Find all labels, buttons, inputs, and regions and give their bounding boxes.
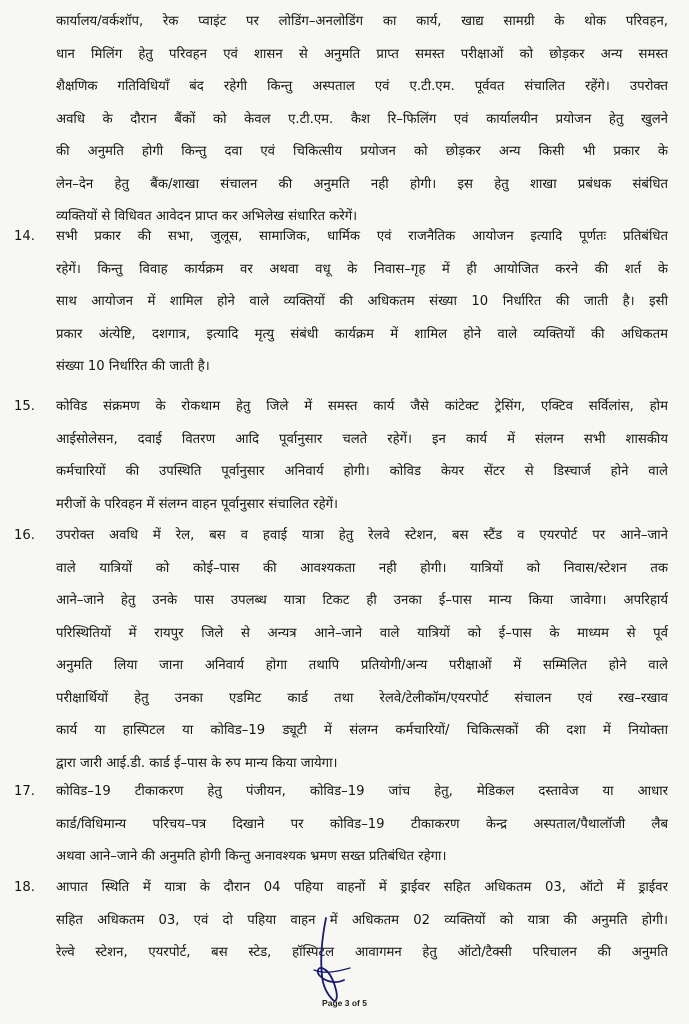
text-line: कार्ड/विधिमान्य परिचय–पत्र दिखाने पर कोविड–19 टीकाकरण केन्द्र अस्पताल/पैथालॉजी लैब [56, 816, 668, 832]
text-line: कोविड–19 टीकाकरण हेतु पंजीयन, कोविड–19 जांच हेतु, मेडिकल दस्तावेज या आधार [56, 784, 668, 799]
text-line: आने–जाने हेतु उनके पास उपलब्ध यात्रा टिकट ही उनका ई–पास मान्य किया जावेगा। अपरिहार्य [56, 593, 668, 608]
text-line: सभी प्रकार की सभा, जुलूस, सामाजिक, धार्मिक एवं राजनैतिक आयोजन इत्यादि पूर्णतः प्रतिबंधित [56, 229, 668, 244]
page-number: Page 3 of 5 [322, 998, 367, 1008]
text-line: कोविड संक्रमण के रोकथाम हेतु जिले में समस्त कार्य जैसे कांटेक्ट ट्रेसिंग, एक्टिव सर्विलांस, होम [56, 399, 668, 414]
text-line: धान मिलिंग हेतु परिवहन एवं शासन से अनुमति प्राप्त समस्त परीक्षाओं को छोड़कर अन्य समस्त [56, 46, 668, 62]
clause-text [56, 872, 668, 970]
text-line: अथवा आने–जाने की अनुमति होगी किन्तु अनावश्यक भ्रमण सख्त प्रतिबंधित रहेगा। [56, 849, 447, 864]
text-line: रहेगें। किन्तु विवाह कार्यक्रम वर अथवा वधू के निवास–गृह में ही आयोजित करने की शर्त के [56, 261, 668, 277]
text-line: सहित अधिकतम 03, एवं दो पहिया वाहन में अधिकतम 02 व्यक्तियों को यात्रा की अनुमति होगी। [56, 912, 668, 928]
text-line: साथ आयोजन में शामिल होने वाले व्यक्तियों की अधिकतम संख्या 10 निर्धारित की जाती है। इसी [56, 294, 668, 309]
text-line: कार्य या हास्पिटल या कोविड–19 ड्यूटी में संलग्न कर्मचारियों/ चिकित्सकों की दशा में नियोक्ता [56, 723, 668, 738]
text-line: प्रकार अंत्येष्टि, दशगात्र, इत्यादि मृत्यु संबंधी कार्यक्रम में शामिल होने वाले व्यक्तियों की अधिकतम [56, 326, 668, 342]
text-line: व्यक्तियों से विधिवत आवेदन प्राप्त कर अभिलेख संधारित करेगें। [56, 209, 358, 224]
text-line: कार्यालय/वर्कशॉप, रेक प्वाइंट पर लोडिंग–अनलोडिंग का कार्य, खाद्य सामग्री के थोक परिवहन, [56, 14, 668, 29]
text-line: परीक्षार्थियों हेतु उनका एडमिट कार्ड तथा रेलवे/टेलीकॉम/एयरपोर्ट संचालन एवं रख–रखाव [56, 690, 668, 706]
clause-number: 15. [14, 399, 35, 414]
text-line: वाले यात्रियों को कोई–पास की आवश्यकता नही होगी। यात्रियों को निवास/स्टेशन तक [56, 560, 668, 576]
clause-text [56, 221, 668, 384]
text-line: संख्या 10 निर्धारित की जाती है। [56, 359, 210, 374]
clause-number: 17. [14, 784, 35, 799]
clause-text [56, 391, 668, 521]
clause-number: 14. [14, 229, 35, 244]
text-line: आईसोलेसन, दवाई वितरण आदि पूर्वानुसार चलते रहेगें। इन कार्य में संलग्न सभी शासकीय [56, 431, 668, 447]
text-line: लेन–देन हेतु बैंक/शाखा संचालन की अनुमति नही होगी। इस हेतु शाखा प्रबंधक संबंधित [56, 176, 668, 192]
text-line: रेल्वे स्टेशन, एयरपोर्ट, बस स्टेड, हॉस्पिटल आवागमन हेतु ऑटो/टैक्सी परिचालन की अनुमति [56, 945, 668, 960]
text-line: द्वारा जारी आई.डी. कार्ड ई–पास के रुप मान्य किया जायेगा। [56, 755, 338, 771]
text-line: शैक्षणिक गतिविधियाँ बंद रहेगी किन्तु अस्पताल एवं ए.टी.एम. पूर्ववत संचालित रहेंगे। उपरोक्त [56, 79, 668, 94]
clause-number: 18. [14, 880, 35, 895]
clause-number: 16. [14, 528, 35, 543]
text-line: की अनुमति होगी किन्तु दवा एवं चिकित्सीय प्रयोजन को छोड़कर अन्य किसी भी प्रकार के [56, 144, 668, 159]
text-line: आपात स्थिति में यात्रा के दौरान 04 पहिया वाहनों में ड्राईवर सहित अधिकतम 03, ऑटो में ड्राईवर [56, 880, 668, 895]
handwritten-signature [300, 910, 360, 1010]
text-line: परिस्थितियों में रायपुर जिले से अन्यत्र आने–जाने वाले यात्रियों को ई–पास के माध्यम से पूर्व [56, 625, 668, 641]
text-line: उपरोक्त अवधि में रेल, बस व हवाई यात्रा हेतु रेलवे स्टेशन, बस स्टैंड व एयरपोर्ट पर आने–जाने [56, 528, 668, 543]
clause-text [56, 520, 668, 780]
text-line: अनुमति लिया जाना अनिवार्य होगा तथापि प्रतियोगी/अन्य परीक्षाओं में सम्मिलित होने वाले [56, 658, 668, 673]
text-line: मरीजों के परिवहन में संलग्न वाहन पूर्वानुसार संचालित रहेगें। [56, 496, 339, 512]
continued-paragraph [56, 6, 668, 234]
clause-text [56, 776, 668, 874]
text-line: अवधि के दौरान बैंकों को केवल ए.टी.एम. कैश रि–फिलिंग एवं कार्यालयीन प्रयोजन हेतु खुलने [56, 111, 668, 127]
text-line: कर्मचारियों की उपस्थिति पूर्वानुसार अनिवार्य होगी। कोविड केयर सेंटर से डिस्चार्ज होने वाले [56, 464, 668, 479]
